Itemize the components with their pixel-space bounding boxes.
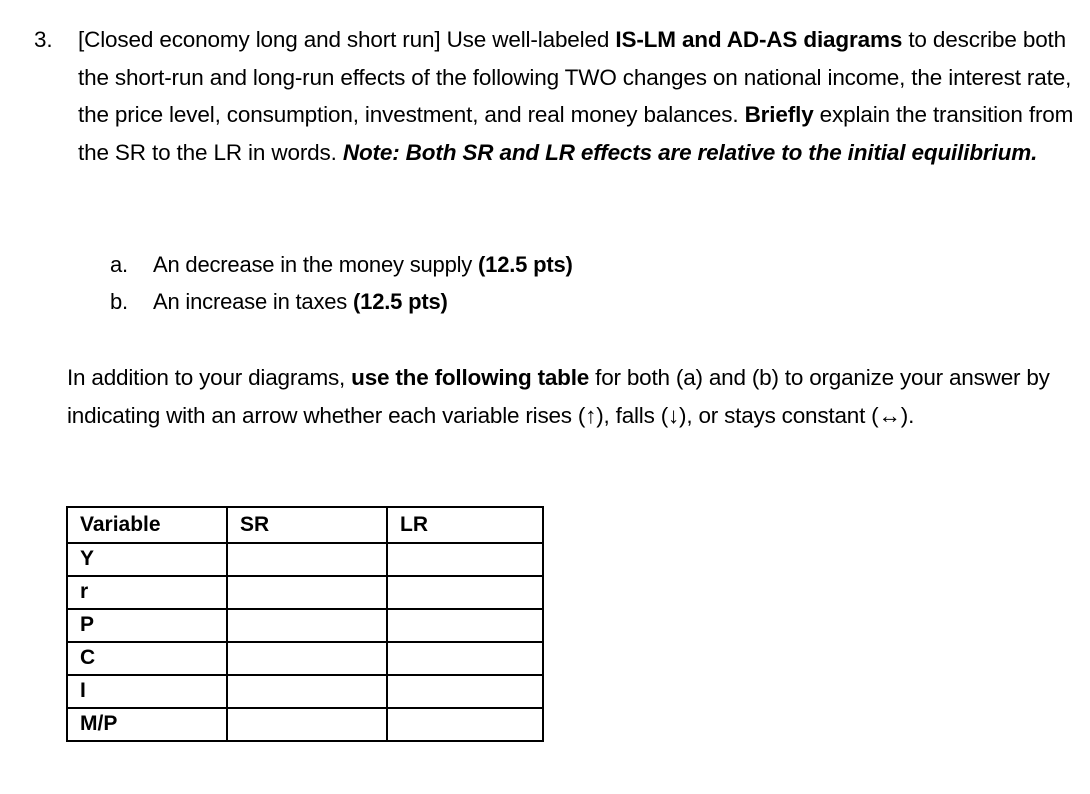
lr-cell[interactable] (387, 543, 543, 576)
variable-cell: C (67, 642, 227, 675)
question-text-2: to describe both the short-run and long-run effects of the following TWO changes on national income, the interest rate, the price level, consumption, investment, and real money balances. (78, 27, 1072, 128)
instructions-text-2: for both (a) and (b) to organize your answer by indicating with an arrow whether each variable rises (↑), falls (↓), or stays constant (↔). (67, 365, 1050, 428)
variable-cell: r (67, 576, 227, 609)
sr-cell[interactable] (227, 609, 387, 642)
question-diagrams-emphasis: IS-LM and AD-AS diagrams (615, 27, 903, 52)
variable-cell: P (67, 609, 227, 642)
sr-cell[interactable] (227, 543, 387, 576)
table-row (67, 708, 543, 741)
header-sr: SR (227, 507, 387, 543)
sub-item-points: (12.5 pts) (353, 289, 448, 314)
table-row (67, 609, 543, 642)
question-text-3: explain the transition from the SR to the LR in words. (78, 102, 1074, 165)
sub-item-points: (12.5 pts) (478, 252, 573, 277)
lr-cell[interactable] (387, 675, 543, 708)
sr-cell[interactable] (227, 576, 387, 609)
lr-cell[interactable] (387, 642, 543, 675)
table-row (67, 642, 543, 675)
sr-cell[interactable] (227, 675, 387, 708)
sub-item-b (110, 283, 573, 320)
answer-table (66, 506, 544, 742)
question-number: 3. (34, 27, 53, 52)
table-row (67, 675, 543, 708)
sr-cell[interactable] (227, 708, 387, 741)
variable-cell: Y (67, 543, 227, 576)
sub-item-text: An increase in taxes (153, 289, 354, 314)
header-variable: Variable (67, 507, 227, 543)
question-briefly-emphasis: Briefly (744, 102, 814, 128)
question-text-1: Use well-labeled (440, 27, 616, 52)
instructions-emphasis: use the following table (351, 365, 590, 390)
sub-item-marker: a. (110, 252, 128, 277)
question-3 (34, 21, 1074, 171)
sub-items-list (110, 246, 573, 320)
lr-cell[interactable] (387, 708, 543, 741)
header-lr: LR (387, 507, 543, 543)
variable-cell: I (67, 675, 227, 708)
variable-cell: M/P (67, 708, 227, 741)
sub-item-a (110, 246, 573, 283)
sub-item-marker: b. (110, 289, 128, 314)
question-topic: [Closed economy long and short run] (78, 27, 441, 52)
sub-item-text: An decrease in the money supply (153, 252, 479, 277)
table-row (67, 576, 543, 609)
sr-cell[interactable] (227, 642, 387, 675)
table-row (67, 543, 543, 576)
table-header-row (67, 507, 543, 543)
question-note: Note: Both SR and LR effects are relative to the initial equilibrium. (342, 139, 1038, 165)
lr-cell[interactable] (387, 576, 543, 609)
lr-cell[interactable] (387, 609, 543, 642)
table-instructions (67, 359, 1067, 434)
instructions-text-1: In addition to your diagrams, (67, 365, 352, 390)
question-body (78, 21, 1074, 171)
